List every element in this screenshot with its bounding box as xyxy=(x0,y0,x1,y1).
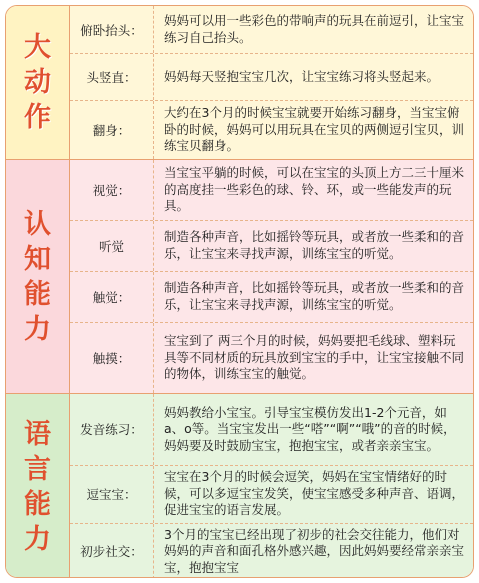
row-text: 宝宝到了 两三个月的时候，妈妈要把毛线球、塑料玩具等不同材质的玩具放到宝宝的手中，让宝宝接触不同的物体，训练宝宝的触觉。 xyxy=(164,333,465,382)
row-label: 俯卧抬头： xyxy=(70,6,154,53)
row-text: 妈妈可以用一些彩色的带响声的玩具在前逗引，让宝宝练习自己抬头。 xyxy=(164,13,465,45)
row-label: 头竖直： xyxy=(70,54,154,100)
category-cell xyxy=(6,6,70,159)
table-row xyxy=(70,220,473,271)
section-language xyxy=(6,393,473,578)
section-rows xyxy=(70,394,473,578)
section-rows xyxy=(70,6,473,159)
category-title: 大动作 xyxy=(24,32,51,133)
row-label: 逗宝宝： xyxy=(70,466,154,523)
row-label: 发音练习： xyxy=(70,394,154,465)
table-row xyxy=(70,160,473,220)
table-row xyxy=(70,322,473,393)
section-gross-motor xyxy=(6,6,473,159)
row-text: 制造各种声音，比如摇铃等玩具，或者放一些柔和的音乐，让宝宝来寻找声源，训练宝宝的听觉。 xyxy=(164,280,465,312)
table-row xyxy=(70,6,473,53)
row-text: 大约在3个月的时候宝宝就要开始练习翻身，当宝宝俯卧的时候，妈妈可以用玩具在宝贝的两侧逗引宝贝，训练宝贝翻身。 xyxy=(164,105,465,154)
category-cell xyxy=(6,160,70,393)
table-row xyxy=(70,53,473,100)
row-label: 触摸： xyxy=(70,323,154,393)
development-table xyxy=(5,5,474,578)
category-title: 认知能力 xyxy=(24,208,51,345)
row-text: 3个月的宝宝已经出现了初步的社会交往能力，他们对妈妈的声音和面孔格外感兴趣，因此妈妈要经常亲亲宝宝，抱抱宝宝 xyxy=(164,526,465,575)
table-row xyxy=(70,465,473,523)
row-label: 听觉 xyxy=(70,221,154,271)
row-text: 当宝宝平躺的时候，可以在宝宝的头顶上方二三十厘米的高度挂一些彩色的球、铃、环，或一些能发声的玩具。 xyxy=(164,165,465,214)
row-label: 触觉： xyxy=(70,272,154,323)
table-row xyxy=(70,271,473,323)
table-row xyxy=(70,100,473,159)
row-text: 妈妈每天竖抱宝宝几次，让宝宝练习将头竖起来。 xyxy=(164,68,440,84)
row-text: 宝宝在3个月的时候会逗笑，妈妈在宝宝情绪好的时候，可以多逗宝宝发笑，使宝宝感受多种声音、语调，促进宝宝的语言发展。 xyxy=(164,469,465,518)
category-title: 语言能力 xyxy=(24,418,51,555)
table-row xyxy=(70,523,473,579)
row-label: 视觉： xyxy=(70,160,154,220)
row-text: 妈妈教给小宝宝。引导宝宝模仿发出1-2个元音，如a、o等。当宝宝发出一些“嗒”“啊”“哦”的音的时候，妈妈要及时鼓励宝宝，抱抱宝宝，或者亲亲宝宝。 xyxy=(164,404,456,453)
row-text: 制造各种声音，比如摇铃等玩具，或者放一些柔和的音乐，让宝宝来寻找声源，训练宝宝的听觉。 xyxy=(164,229,465,261)
table-row xyxy=(70,394,473,465)
category-cell xyxy=(6,394,70,578)
row-label: 翻身： xyxy=(70,101,154,159)
row-label: 初步社交： xyxy=(70,524,154,579)
section-rows xyxy=(70,160,473,393)
section-cognitive xyxy=(6,159,473,393)
